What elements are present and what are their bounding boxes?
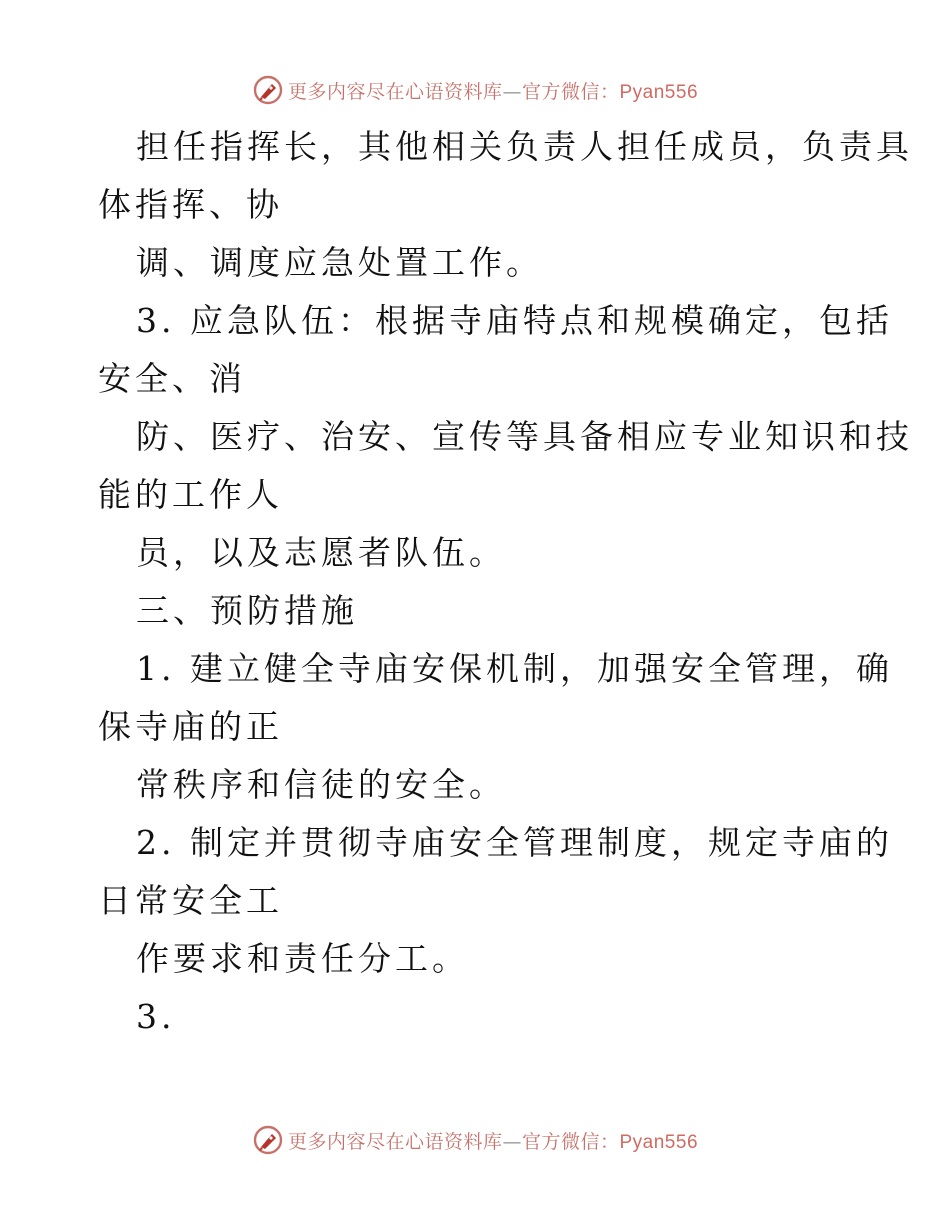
text-line: 安全、消 [98, 359, 246, 398]
text-line: 作要求和责任分工。 [136, 939, 469, 978]
watermark-wechat-id: Pyan556 [619, 81, 699, 103]
text-line: 员，以及志愿者队伍。 [136, 533, 506, 572]
text-line: 三、预防措施 [136, 591, 358, 630]
watermark-wechat-label: 官方微信： [521, 80, 620, 103]
pen-nib-badge-icon [252, 1124, 284, 1156]
text-line: 体指挥、协 [98, 185, 283, 224]
text-line: 日常安全工 [98, 881, 283, 920]
pen-nib-badge-icon [252, 74, 284, 106]
text-line: 2. 制定并贯彻寺庙安全管理制度，规定寺庙的 [136, 823, 893, 862]
text-line: 3. 应急队伍：根据寺庙特点和规模确定，包括 [136, 301, 893, 340]
text-line: 担任指挥长，其他相关负责人担任成员，负责具 [136, 127, 913, 166]
watermark-wechat-id: Pyan556 [619, 1131, 699, 1153]
watermark-separator: — [502, 80, 522, 103]
text-line: 能的工作人 [98, 475, 283, 514]
footer-watermark [0, 1120, 950, 1160]
document-body [98, 118, 913, 1046]
text-line: 调、调度应急处置工作。 [136, 243, 543, 282]
header-watermark [0, 70, 950, 110]
text-line: 常秩序和信徒的安全。 [136, 765, 506, 804]
text-line: 3. [136, 997, 176, 1036]
text-line: 1. 建立健全寺庙安保机制，加强安全管理，确 [136, 649, 893, 688]
watermark-brand: 更多内容尽在心语资料库 [287, 80, 503, 103]
watermark-separator: — [502, 1130, 522, 1153]
text-line: 防、医疗、治安、宣传等具备相应专业知识和技 [136, 417, 913, 456]
watermark-wechat-label: 官方微信： [521, 1130, 620, 1153]
watermark-brand: 更多内容尽在心语资料库 [287, 1130, 503, 1153]
text-line: 保寺庙的正 [98, 707, 283, 746]
